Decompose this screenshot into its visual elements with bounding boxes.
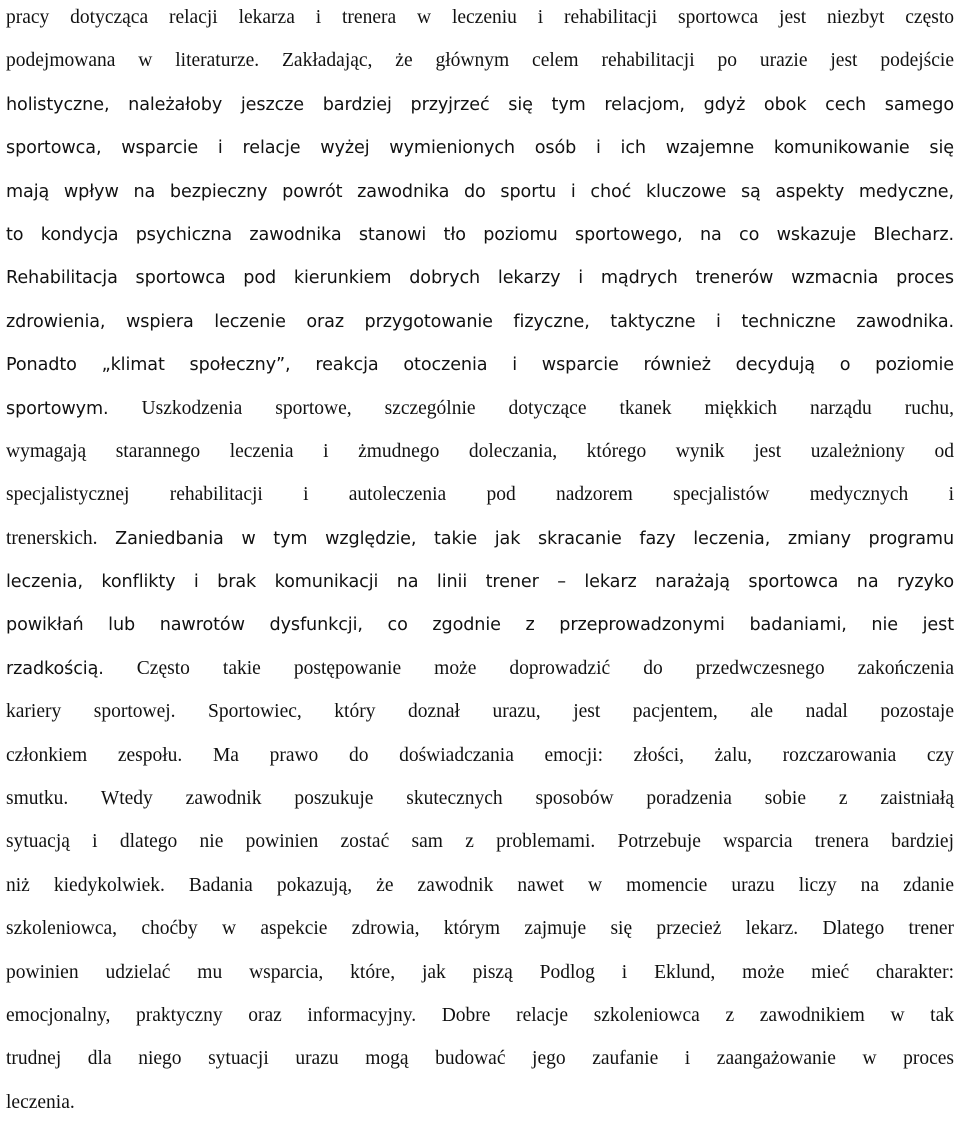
text-segment: smutku. Wtedy zawodnik poszukuje skutecznych sposobów poradzenia sobie z zaistniałą <box>6 788 954 810</box>
text-segment: specjalistycznej rehabilitacji i autoleczenia pod nadzorem specjalistów medycznych i <box>6 484 954 506</box>
text-segment: szkoleniowca, choćby w aspekcie zdrowia, którym zajmuje się przecież lekarz. Dlatego trener <box>6 918 954 940</box>
text-segment: Rehabilitacja sportowca pod kierunkiem dobrych lekarzy i mądrych trenerów wzmacnia proces <box>6 268 954 289</box>
text-line-10 <box>6 387 954 430</box>
text-segment: holistyczne, należałoby jeszcze bardziej przyjrzeć się tym relacjom, gdyż obok cech samego <box>6 94 954 115</box>
text-line-4 <box>6 126 954 169</box>
text-segment: podejmowana w literaturze. Zakładając, że głównym celem rehabilitacji po urazie jest podejście <box>6 50 954 72</box>
text-line-1 <box>6 0 954 39</box>
text-segment: leczenia, konflikty i brak komunikacji na linii trener – lekarz narażają sportowca na ryzyko <box>6 572 954 593</box>
text-segment: powikłań lub nawrotów dysfunkcji, co zgodnie z przeprowadzonymi badaniami, nie jest <box>6 615 954 636</box>
text-line-23 <box>6 951 954 994</box>
text-line-22 <box>6 907 954 950</box>
text-line-20 <box>6 820 954 863</box>
text-line-14 <box>6 560 954 603</box>
text-segment: trudnej dla niego sytuacji urazu mogą budować jego zaufanie i zaangażowanie w proces <box>6 1048 954 1070</box>
text-segment: niż kiedykolwiek. Badania pokazują, że zawodnik nawet w momencie urazu liczy na zdanie <box>6 874 954 896</box>
text-line-26 <box>6 1081 954 1124</box>
text-segment: trenerskich. <box>6 527 98 549</box>
text-segment: Często takie postępowanie może doprowadzić do przedwczesnego zakończenia <box>103 657 954 679</box>
text-segment: leczenia. <box>6 1091 75 1113</box>
text-line-25 <box>6 1037 954 1080</box>
text-line-9 <box>6 343 954 386</box>
text-segment: to kondycja psychiczna zawodnika stanowi tło poziomu sportowego, na co wskazuje Blecharz. <box>6 224 954 245</box>
text-line-19 <box>6 777 954 820</box>
text-segment: emocjonalny, praktyczny oraz informacyjny. Dobre relacje szkoleniowca z zawodnikiem w tak <box>6 1004 954 1026</box>
text-segment: zdrowienia, wspiera leczenie oraz przygotowanie fizyczne, taktyczne i techniczne zawodnika. <box>6 311 954 332</box>
text-line-16 <box>6 647 954 690</box>
text-segment: członkiem zespołu. Ma prawo do doświadczania emocji: złości, żalu, rozczarowania czy <box>6 744 954 766</box>
text-line-21 <box>6 864 954 907</box>
text-line-18 <box>6 734 954 777</box>
text-segment: rzadkością. <box>6 658 104 679</box>
body-text <box>6 0 954 1124</box>
text-segment: sytuacją i dlatego nie powinien zostać sam z problemami. Potrzebuje wsparcia trenera bardziej <box>6 831 954 853</box>
text-segment: wymagają starannego leczenia i żmudnego doleczania, którego wynik jest uzależniony od <box>6 440 954 462</box>
text-segment: sportowym. <box>6 398 109 419</box>
text-line-11 <box>6 430 954 473</box>
text-segment: kariery sportowej. Sportowiec, który doznał urazu, jest pacjentem, ale nadal pozostaje <box>6 701 954 723</box>
text-line-7 <box>6 256 954 299</box>
text-segment: mają wpływ na bezpieczny powrót zawodnika do sportu i choć kluczowe są aspekty medyczne, <box>6 181 954 202</box>
text-line-3 <box>6 83 954 126</box>
text-segment: pracy dotycząca relacji lekarza i trenera w leczeniu i rehabilitacji sportowca jest niezbyt często <box>6 7 954 28</box>
text-line-6 <box>6 213 954 256</box>
text-segment: sportowca, wsparcie i relacje wyżej wymienionych osób i ich wzajemne komunikowanie się <box>6 138 954 159</box>
text-segment: Zaniedbania w tym względzie, takie jak skracanie fazy leczenia, zmiany programu <box>97 528 954 549</box>
text-segment: Uszkodzenia sportowe, szczególnie dotyczące tkanek miękkich narządu ruchu, <box>108 397 954 419</box>
text-segment: Ponadto „klimat społeczny”, reakcja otoczenia i wsparcie również decydują o poziomie <box>6 355 954 376</box>
text-line-2 <box>6 39 954 82</box>
text-line-15 <box>6 603 954 646</box>
text-line-24 <box>6 994 954 1037</box>
text-line-17 <box>6 690 954 733</box>
text-line-13 <box>6 517 954 560</box>
text-segment: powinien udzielać mu wsparcia, które, jak piszą Podlog i Eklund, może mieć charakter: <box>6 961 954 983</box>
text-line-12 <box>6 473 954 516</box>
text-line-5 <box>6 170 954 213</box>
text-line-8 <box>6 300 954 343</box>
